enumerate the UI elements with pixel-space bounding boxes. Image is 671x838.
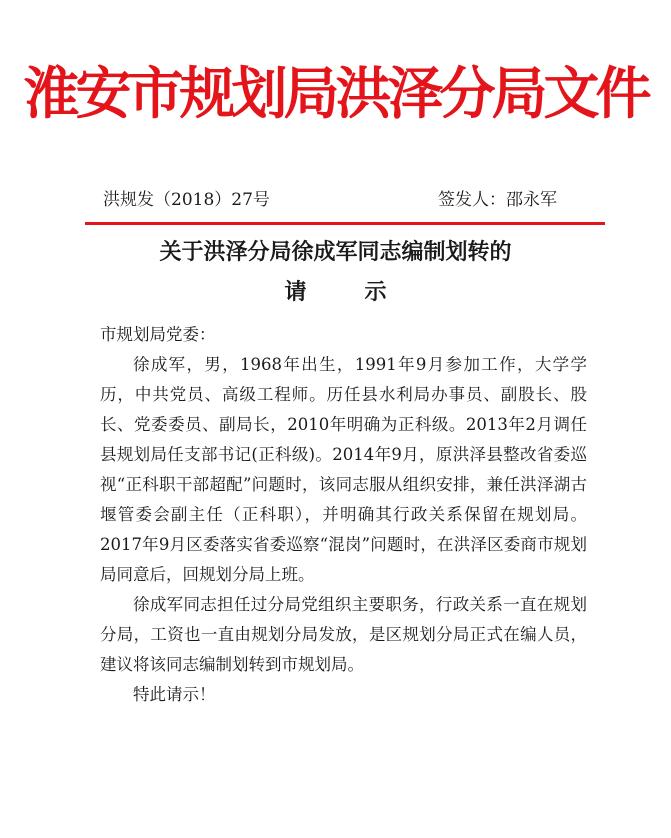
subject-title-word-2: 示 [364, 279, 387, 305]
closing-line: 特此请示！ [133, 685, 216, 704]
document-body [100, 320, 587, 710]
salutation: 市规划局党委： [100, 325, 216, 344]
subject-title-word-1: 请 [284, 279, 307, 305]
subject-title-line2 [0, 276, 671, 308]
signer-label: 签发人： [438, 190, 506, 210]
document-header-title: 淮安市规划局洪泽分局文件 [23, 61, 648, 127]
document-number: 洪规发（2018）27号 [103, 190, 270, 210]
body-paragraph: 徐成军，男，1968年出生，1991年9月参加工作，大学学历，中共党员、高级工程师。历任县水利局办事员、副股长、股长、党委委员、副局长，2010年明确为正科级。2013年2月调任县规划局任支部书记(正科级)。2014年9月，原洪泽县整改省委巡视“正科职干部超配”问题时，该同志服从组织安排，兼任洪泽湖古堰管委会副主任（正科职），并明确其行政关系保留在规划局。2017年9月区委落实省委巡察“混岗”问题时，在洪泽区委商市规划局同意后，回规划分局上班。 [100, 355, 587, 584]
body-paragraph: 徐成军同志担任过分局党组织主要职务，行政关系一直在规划分局，工资也一直由规划分局发放，是区规划分局正式在编人员，建议将该同志编制划转到市规划局。 [100, 595, 587, 674]
signer-name: 邵永军 [506, 190, 557, 210]
subject-title-line1: 关于洪泽分局徐成军同志编制划转的 [159, 239, 512, 265]
red-divider-rule [85, 222, 605, 225]
signer-block [438, 188, 557, 212]
